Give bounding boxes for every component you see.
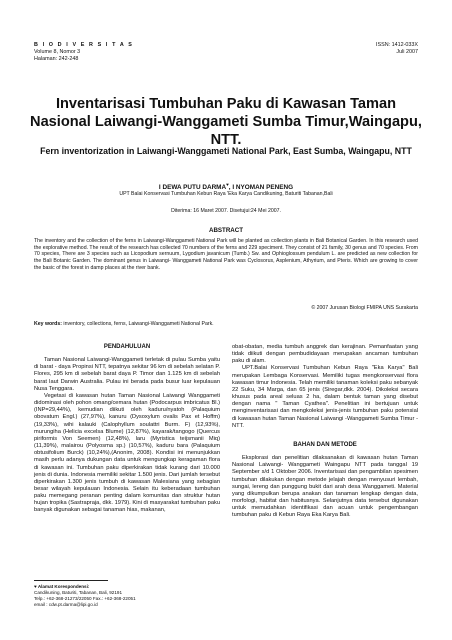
journal-name: B I O D I V E R S I T A S — [34, 42, 134, 48]
issue-date: Juli 2007 — [396, 49, 418, 55]
keywords-label: Key words: — [34, 321, 62, 327]
footnote-phone: Telp.: +62-368-21273/22050 Fax.: +62-368-22051 — [34, 596, 136, 601]
journal-header-left — [34, 42, 134, 63]
paper-title: Inventarisasi Tumbuhan Paku di Kawasan Taman Nasional Laiwangi-Wanggameti Sumba Timur,Waingapu, NTT. — [30, 96, 422, 148]
keywords-text: inventory, collections, ferns, Laiwangi-Wanggameti National Park. — [61, 321, 214, 327]
section-heading-methods: BAHAN DAN METODE — [293, 441, 357, 448]
abstract-heading: ABSTRACT — [208, 227, 244, 234]
correspondence-footnote — [34, 584, 136, 608]
footnote-email: email : cdw.pt.darma@lipi.go.id — [34, 602, 98, 607]
issn: ISSN: 1412-033X — [376, 42, 418, 48]
author-name: I DEWA PUTU DARMA — [158, 184, 227, 192]
footnote-title: ♥ Alamat Korespondensi: — [34, 584, 90, 589]
page-range: Halaman: 242-248 — [34, 56, 79, 62]
paragraph: Eksplorasi dan penelitian dilaksanakan di kawasan hutan Taman Nasional Laiwangi- Wanggameti Waingapu NTT pada tanggal 19 September s/d 1 Oktober 2006. Inventarisasi dan pengambilan spesimen tumbuhan dilakukan dengan metode jelajah dengan menyusuri lembah, sungai, lereng dan punggung bukit dari arah desa Wanggameti. Material yang dikumpulkan berupa anakan dan tanaman lengkap dengan data, morfologi, habitat dan habitusnya. Selanjutnya data tersebut digunakan untuk memudahkan identifikasi dan acuan untuk pengembangan tumbuhan paku di Kebun Raya Eka Karya Bali. — [232, 455, 418, 519]
paragraph: UPT.Balai Konservasi Tumbuhan Kebun Raya "Eka Karya" Bali merupakan Lembaga Konservasi. Memiliki tugas mengkonservasi flora kawasan timur Indonesia. Telah memiliki tanaman koleksi paku sebanyak 22 Suku, 34 Marga, dan 65 jenis (Siregar,dkk. 2004). Dikoleksi secara khusus pada areal seluas 2 ha, dalam bentuk taman yang disebut dengan nama " Taman Cyathea". Penelitian ini bertujuan untuk menginventarisasi dan mengkoleksi jenis-jenis tumbuhan paku potensial di kawasan hutan Taman Nasional Laiwangi -Wanggameti Sumba Timur - NTT. — [232, 365, 418, 429]
abstract-text: The inventory and the collection of the ferns in Laiwangi-Wanggameti National Park will be planted as collection plants in Bali Botanical Garden. In this research used the explorative method. The result of the research has collected 70 numbers of the ferns and 229 speciment. They consist of 21 family, 30 genus and 70 species. From 70 species, There are 3 species such as Licopodium sernuum, Lygodium javanicum (Tumb.) Sw. and Ophioglossum pendulum L. are predicted as new collection for the Bali Botanic Garden. The dominant genus in Laiwangi- Wanggameti National Park was Cyclosorus, Asplenium, Athyrium, and Pteris. Which are growing to cover the basic of the forest in damp places at the river bank. — [34, 238, 418, 271]
paragraph: Vegetasi di kawasan hutan Taman Nasional Laiwangi Wanggameti didominasi oleh pohon omang/cemara hutan (Podocarpus imbricatus Bl.) (INP=29,44%), kemudian diikuti oleh kaduru/nyatoh (Palaquium obovatum Engl.) (27,97%), kanuru (Dysoxylum ovalis Pax et Hoffm) (19,33%), wihi kalauki (Calophyllum soulattri Burm. F) (12,93%), murungiha (Helicia excelsa Blume) (12,87%), kayarak/tangogo (Quercus piriformis Von Seemen) (12,48%), laru (Myristica teijsmanii Miq) (11,39%), malairou (Polyosma sp.) (10,57%), kaduru bara (Palaquium obtusifolium Burck) (10,24%),(Anonim, 2008). Kondisi ini menunjukkan masih perlu adanya dukungan data untuk mengungkap keragaman flora di kawasan ini. Tumbuhan paku diperkirakan tidak kurang dari 10.000 jenis di dunia. Indonesia memiliki sekitar 1.500 jenis. Dari jumlah tersebut diperkirakan 1.300 jenis tumbuh di kawasan Malesiana yang sebagian besar wilayah kepulauan Indonesia. Selain itu keberadaan tumbuhan paku memegang peranan penting dalam komunitas dan struktur hutan hujan tropika (Sastrapraja, dkk. 1979). Kini di masyarakat tumbuhan paku banyak digunakan sebagai tanaman hias, makanan, — [34, 392, 220, 514]
volume-info: Volume 8, Nomor 3 — [34, 49, 81, 55]
journal-header-right — [376, 42, 418, 56]
received-dates: Diterima: 16 Maret 2007. Disetujui:24 Mei 2007. — [171, 208, 281, 214]
paragraph: obat-obatan, media tumbuh anggrek dan kerajinan. Pemanfaatan yang tidak diikuti dengan pembudidayaan merupakan ancaman tumbuhan paku di alam. — [232, 344, 418, 365]
section-gap — [232, 430, 418, 442]
footnote-address: Candikuning, Baturiti, Tabanan, Bali, 92191 — [34, 590, 123, 595]
right-column — [232, 344, 418, 519]
paragraph: Taman Nasional Laiwangi-Wanggameti terletak di pulau Sumba yaitu di barat - daya Propinsi NTT, tepatnya sekitar 96 km di sebelah selatan P. Flores, 295 km di sebelah barat daya P. Timor dan 1.125 km di sebelah barat laut Darwin Australia. Pulau ini berada pada busur luar kepulauan Nusa Tenggara. — [34, 357, 220, 392]
left-column — [34, 344, 220, 515]
footnote-divider — [34, 580, 108, 581]
author-name: , I NYOMAN PENENG — [228, 184, 294, 192]
paper-subtitle: Fern inventorization in Laiwangi-Wanggameti National Park, East Sumba, Waingapu, NTT — [40, 146, 412, 156]
correspondence-mark: ♥ — [226, 182, 229, 187]
section-heading-introduction: PENDAHULUAN — [103, 344, 151, 350]
keywords — [34, 321, 418, 328]
copyright-line: © 2007 Jurusan Biologi FMIPA UNS Surakarta — [311, 305, 418, 311]
affiliation: UPT Balai Konservasi Tumbuhan Kebun Raya 'Eka Karya Candikuning, Baturiti Tabanan,Bali — [119, 191, 333, 197]
